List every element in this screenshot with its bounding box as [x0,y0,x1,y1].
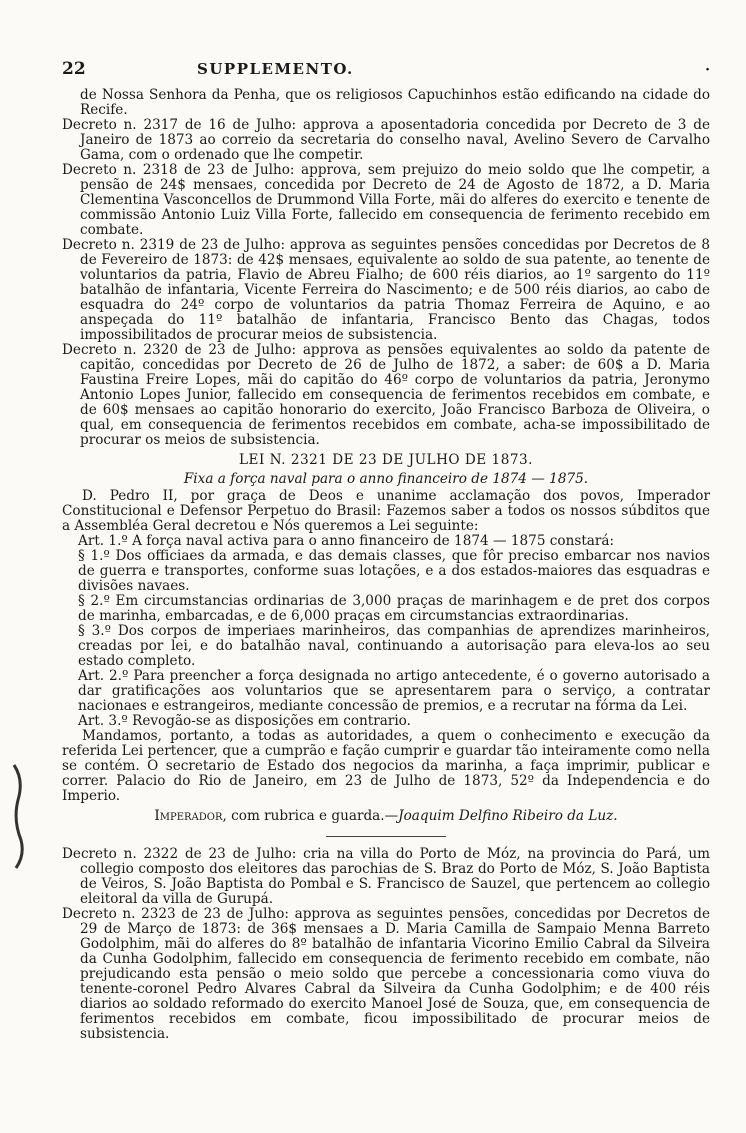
page-header [62,59,710,79]
law-subtitle: Fixa a força naval para o anno financeiro de 1874 — 1875. [183,471,589,487]
header-mark: · [705,62,710,78]
margin-ink-mark [12,760,26,870]
law-article: § 3.º Dos corpos de imperiaes marinheiros, das companhias de aprendizes marinheiros, creadas por lei, e do batalhão naval, continuando a autorisação para eleva-los ao seu estado completo. [78,623,710,669]
signature-name: Joaquim Delfino Ribeiro da Luz. [398,808,618,824]
decree-2318: Decreto n. 2318 de 23 de Julho: approva, sem prejuizo do meio soldo que lhe competir, a pensão de 24$ mensaes, concedida por Decreto de 24 de Agosto de 1872, a D. Maria Clementina Vasconcellos de Drummond Villa Forte, mãi do alferes do exercito e tenente de commissão Antonio Luiz Villa Forte, fallecido em consequencia de ferimento recebido em combate. [62,162,710,238]
page-number: 22 [62,59,86,79]
document-page [62,59,710,1042]
signature-middle: com rubrica e guarda.— [226,808,399,824]
law-preamble: D. Pedro II, por graça de Deos e unanime acclamação dos povos, Imperador Constitucional e Defensor Perpetuo do Brasil: Fazemos saber a todos os nossos súbditos que a Assembléa Geral decretou e Nós queremos a Lei seguinte: [62,488,710,534]
paragraph-continuation: de Nossa Senhora da Penha, que os religiosos Capuchinhos estão edificando na cidade do Recife. [80,87,710,118]
decree-2322: Decreto n. 2322 de 23 de Julho: cria na villa do Porto de Móz, na provincia do Pará, um collegio composto dos eleitores das parochias de S. Braz do Porto de Móz, S. João Baptista de Veiros, S. João Baptista do Pombal e S. Francisco de Sauzel, que pertencem ao collegio eleitoral da villa de Gurupá. [62,846,710,907]
law-article: § 1.º Dos officiaes da armada, e das demais classes, que fôr preciso embarcar nos navios de guerra e transportes, conforme suas lotações, e a dos estados-maiores das esquadras e divisões navaes. [78,548,710,594]
law-closing: Mandamos, portanto, a todas as autoridades, a quem o conhecimento e execução da referida Lei pertencer, que a cumprão e fação cumprir e guardar tão inteiramente como nella se contém. O secretario de Estado dos negocios da marinha, a faça imprimir, publicar e correr. Palacio do Rio de Janeiro, em 23 de Julho de 1873, 52º da Independencia e do Imperio. [62,728,710,804]
law-article: § 2.º Em circumstancias ordinarias de 3,000 praças de marinhagem e de pret dos corpos de marinha, embarcadas, e de 6,000 praças em circumstancias extraordinarias. [78,593,710,624]
running-title: SUPPLEMENTO. [197,60,354,78]
law-signature [62,809,710,824]
law-title: LEI N. 2321 DE 23 DE JULHO DE 1873. [239,452,533,468]
law-article: Art. 2.º Para preencher a força designada no artigo antecedente, é o governo autorisado a dar gratificações aos voluntarios que se apresentarem para o serviço, a contratar nacionaes e estrangeiros, mediante concessão de premios, e a recrutar na fórma da Lei. [78,668,710,714]
law-article: Art. 1.º A força naval activa para o anno financeiro de 1874 — 1875 constará: [78,533,615,549]
decree-2319: Decreto n. 2319 de 23 de Julho: approva as seguintes pensões concedidas por Decretos de 8 de Fevereiro de 1873: de 42$ mensaes, equivalente ao soldo de sua patente, ao tenente de voluntarios da patria, Flavio de Abreu Fialho; de 600 réis diarios, ao 1º sargento do 11º batalhão de infantaria, Vicente Ferreira do Nascimento; e de 500 réis diarios, ao cabo de esquadra do 24º corpo de voluntarios da patria Thomaz Ferreira de Aquino, e ao anspeçada do 11º batalhão de infantaria, Francisco Bento das Chagas, todos impossibilitados de procurar meios de subsistencia. [62,237,710,343]
decree-2317: Decreto n. 2317 de 16 de Julho: approva a aposentadoria concedida por Decreto de 3 de Janeiro de 1873 ao correio da secretaria do conselho naval, Avelino Severo de Carvalho Gama, com o ordenado que lhe competir. [62,117,710,163]
section-divider [326,836,446,837]
decree-2323: Decreto n. 2323 de 23 de Julho: approva as seguintes pensões, concedidas por Decretos de 29 de Março de 1873: de 36$ mensaes a D. Maria Camilla de Sampaio Menna Barreto Godolphim, mãi do alferes do 8º batalhão de infantaria Vicorino Emilio Cabral da Silveira da Cunha Godolphim, fallecido em consequencia de ferimento recebido em combate, não prejudicando esta pensão o meio soldo que percebe a concessionaria como viuva do tenente-coronel Pedro Alvares Cabral da Silveira da Cunha Godolphim; e de 400 réis diarios ao soldado reformado do exercito Manoel José de Souza, que, em consequencia de ferimentos recebidos em combate, ficou impossibilitado de procurar meios de subsistencia. [62,906,710,1042]
decree-2320: Decreto n. 2320 de 23 de Julho: approva as pensões equivalentes ao soldo da patente de capitão, concedidas por Decreto de 26 de Julho de 1872, a saber: de 60$ a D. Maria Faustina Freire Lopes, mãi do capitão do 46º corpo de voluntarios da patria, Jeronymo Antonio Lopes Junior, fallecido em consequencia de ferimentos recebidos em combate, e de 60$ mensaes ao capitão honorario do exercito, João Francisco Barboza de Oliveira, o qual, em consequencia de ferimentos recebidos em combate, acha-se impossibilitado de procurar os meios de subsistencia. [62,342,710,448]
signature-prefix: Imperador, [154,808,227,824]
law-article: Art. 3.º Revogão-se as disposições em contrario. [78,713,411,729]
